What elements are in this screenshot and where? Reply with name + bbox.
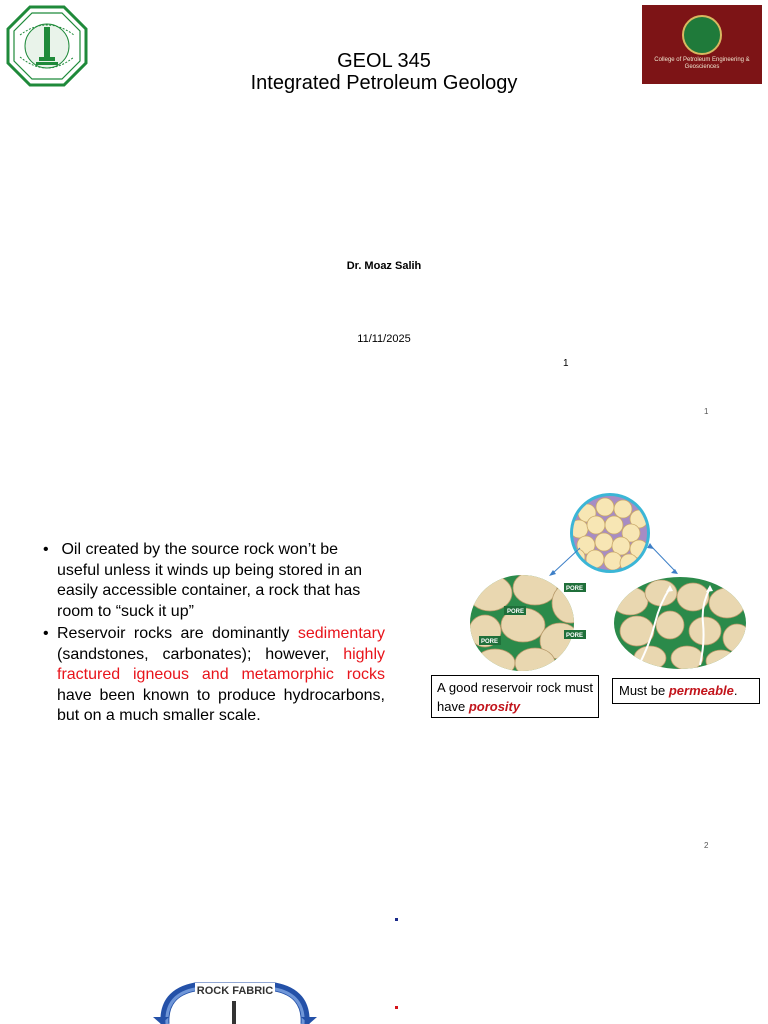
- permeability-caption-suffix: .: [733, 683, 738, 698]
- permeability-grains-image: [612, 577, 750, 672]
- page-number: 1: [704, 407, 709, 416]
- rock-fabric-diagram: [145, 975, 325, 1024]
- permeability-caption-box: [612, 678, 760, 704]
- bullet-item: [40, 624, 385, 727]
- highlight-fractured-rocks: highly fractured igneous and metamorphic rocks: [57, 645, 385, 683]
- grain-packing-circle: [569, 493, 650, 573]
- date: 11/11/2025: [357, 333, 411, 345]
- pore-label: PORE: [481, 639, 499, 645]
- porosity-caption-box: [431, 675, 599, 718]
- slide-number: 1: [563, 358, 569, 369]
- pore-label: PORE: [566, 633, 584, 639]
- red-bullet-dot-icon: [395, 1006, 398, 1009]
- bullet-text: Oil created by the source rock won’t be useful unless it winds up being stored in an easily accessible container, a rock that has room to “suck it up”: [57, 541, 363, 620]
- permeability-caption-text: Must be: [619, 683, 669, 698]
- bullet-dot-icon: •: [43, 541, 49, 558]
- porosity-caption-text: A good reservoir rock must have: [437, 680, 593, 714]
- permeability-keyword: permeable: [668, 683, 734, 698]
- bullet-dot-icon: •: [43, 625, 49, 642]
- rock-fabric-label: ROCK FABRIC: [196, 985, 274, 997]
- college-logo-text: College of Petroleum Engineering & Geosciences: [654, 57, 750, 70]
- pore-label: PORE: [566, 586, 584, 592]
- pore-label: PORE: [507, 609, 525, 615]
- bullet-list: [40, 540, 385, 729]
- college-emblem-icon: [682, 15, 722, 55]
- porosity-grains-image: [468, 571, 588, 678]
- bullet-text: have been known to produce hydrocarbons, but on a much smaller scale.: [57, 686, 385, 724]
- bullet-text: Reservoir rocks are dominantly: [57, 625, 298, 642]
- bullet-item: [40, 540, 385, 622]
- bullet-text: (sandstones, carbonates); however,: [57, 645, 344, 663]
- page-number: 2: [704, 841, 709, 850]
- highlight-sedimentary: sedimentary: [297, 625, 385, 642]
- blue-bullet-dot-icon: [395, 918, 398, 921]
- course-code: GEOL 345: [337, 50, 431, 72]
- author-name: Dr. Moaz Salih: [346, 260, 422, 272]
- course-title: Integrated Petroleum Geology: [250, 72, 518, 94]
- porosity-keyword: porosity: [468, 699, 521, 714]
